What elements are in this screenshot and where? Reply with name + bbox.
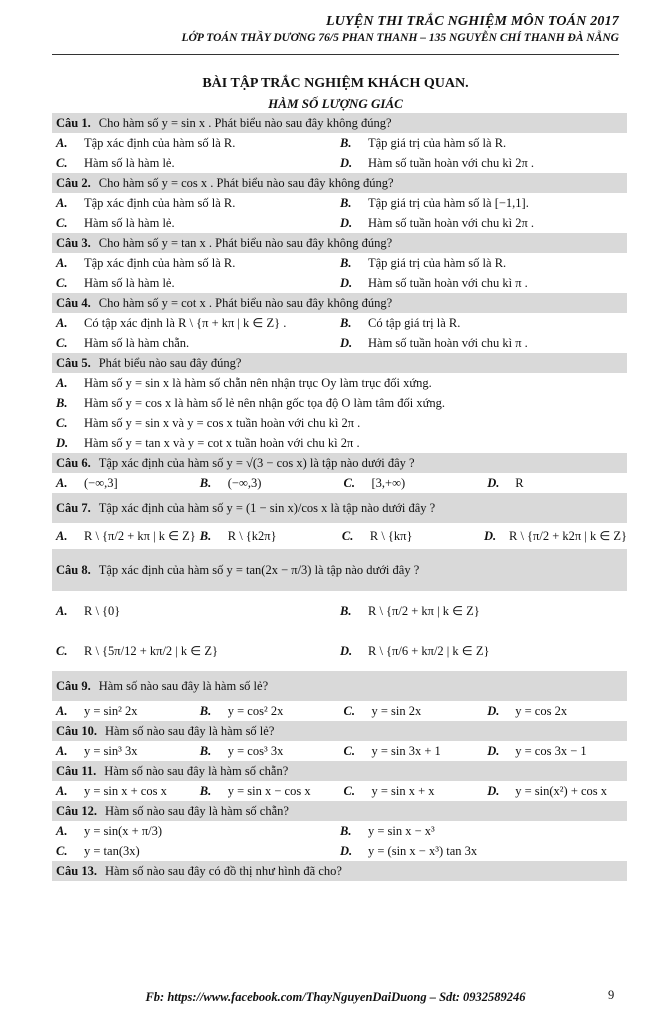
answer-option xyxy=(52,196,336,211)
option-text: R xyxy=(515,475,524,490)
answer-option xyxy=(336,824,620,839)
page-number: 9 xyxy=(608,988,615,1002)
answer-option xyxy=(196,744,340,759)
option-text: y = sin² 2x xyxy=(84,703,138,718)
option-label: C. xyxy=(343,743,355,758)
option-row xyxy=(52,523,627,549)
option-label: B. xyxy=(340,823,352,838)
answer-option xyxy=(52,643,336,659)
option-row xyxy=(52,313,627,333)
option-label: B. xyxy=(199,475,212,490)
question-text: Cho hàm số y = cot x . Phát biểu nào sau đây không đúng? xyxy=(98,295,393,310)
answer-option xyxy=(52,315,336,331)
answer-option xyxy=(52,824,336,839)
question-number: Câu 3. xyxy=(56,235,91,250)
option-text: y = cos 3x − 1 xyxy=(515,743,587,758)
question-text: Hàm số nào sau đây là hàm số chẵn? xyxy=(104,763,289,778)
question-number: Câu 10. xyxy=(56,723,97,738)
option-row xyxy=(52,273,627,293)
question-stem xyxy=(52,761,627,781)
option-text: Hàm số là hàm lẻ. xyxy=(84,275,175,290)
question-text: Hàm số nào sau đây là hàm số lẻ? xyxy=(98,678,269,693)
option-row xyxy=(52,193,627,213)
option-text: (−∞,3) xyxy=(227,475,262,490)
question-text: Tập xác định của hàm số y = tan(2x − π/3) là tập nào dưới đây ? xyxy=(98,562,420,577)
answer-option xyxy=(52,476,196,491)
option-text: R \ {π/2 + k2π | k ∈ Z} xyxy=(509,529,627,543)
question-text: Cho hàm số y = tan x . Phát biểu nào sau đây không đúng? xyxy=(98,235,393,250)
option-label: A. xyxy=(56,743,68,758)
option-label: C. xyxy=(56,155,68,170)
option-row xyxy=(52,333,627,353)
option-label: B. xyxy=(340,315,352,330)
option-text: Hàm số tuần hoàn với chu kì 2π . xyxy=(368,155,535,170)
question-stem xyxy=(52,721,627,741)
option-text: R \ {π/2 + kπ | k ∈ Z} xyxy=(368,604,480,618)
option-text: Tập xác định của hàm số là R. xyxy=(84,135,236,150)
option-row xyxy=(52,701,627,721)
option-text: y = sin x − cos x xyxy=(227,783,311,798)
option-text: y = cos³ 3x xyxy=(227,743,284,758)
option-row xyxy=(52,473,627,493)
option-label: D. xyxy=(340,643,353,658)
option-row xyxy=(52,631,627,671)
option-label: C. xyxy=(56,843,68,858)
answer-option xyxy=(196,704,340,719)
option-label: C. xyxy=(341,528,354,543)
option-label: D. xyxy=(487,743,500,758)
question-list xyxy=(52,113,627,881)
option-text: R \ {π/2 + kπ | k ∈ Z} xyxy=(84,529,196,543)
answer-option xyxy=(52,336,336,351)
option-text: y = sin 2x xyxy=(371,703,422,718)
option-label: B. xyxy=(199,783,212,798)
answer-option xyxy=(52,784,196,799)
option-label: D. xyxy=(340,275,353,290)
answer-option xyxy=(483,744,627,759)
answer-option xyxy=(196,529,338,544)
answer-option xyxy=(52,276,336,291)
option-text: y = sin³ 3x xyxy=(84,743,138,758)
option-row xyxy=(52,841,627,861)
answer-option xyxy=(336,643,620,659)
option-text: y = sin(x²) + cos x xyxy=(515,783,608,798)
answer-option xyxy=(52,156,336,171)
answer-option xyxy=(340,476,484,491)
option-row xyxy=(52,133,627,153)
answer-option xyxy=(336,156,620,171)
question-text: Hàm số nào sau đây là hàm số lẻ? xyxy=(104,723,275,738)
question-number: Câu 5. xyxy=(56,355,91,370)
answer-option xyxy=(52,256,336,271)
answer-option xyxy=(52,376,627,391)
answer-option xyxy=(483,476,627,491)
answer-option xyxy=(340,704,484,719)
option-label: A. xyxy=(56,255,68,270)
option-row xyxy=(52,741,627,761)
question-stem xyxy=(52,293,627,313)
option-text: y = sin x + cos x xyxy=(84,783,167,798)
option-row xyxy=(52,413,627,433)
answer-option xyxy=(52,396,627,411)
answer-option xyxy=(336,256,620,271)
question-stem xyxy=(52,173,627,193)
answer-option xyxy=(338,529,480,544)
question-text: Hàm số nào sau đây có đồ thị như hình đã cho? xyxy=(104,863,342,878)
answer-option xyxy=(336,216,620,231)
question-number: Câu 9. xyxy=(56,678,91,693)
option-label: D. xyxy=(340,215,353,230)
answer-option xyxy=(340,744,484,759)
question-text: Tập xác định của hàm số y = √(3 − cos x) là tập nào dưới đây ? xyxy=(98,455,415,470)
option-row xyxy=(52,153,627,173)
question-stem xyxy=(52,861,627,881)
question-number: Câu 8. xyxy=(56,562,91,577)
question-stem xyxy=(52,549,627,591)
question-text: Cho hàm số y = cos x . Phát biểu nào sau đây không đúng? xyxy=(98,175,394,190)
answer-option xyxy=(483,784,627,799)
option-label: A. xyxy=(56,315,68,330)
option-text: Tập giá trị của hàm số là R. xyxy=(368,255,507,270)
option-label: D. xyxy=(487,475,500,490)
option-text: [3,+∞) xyxy=(371,475,406,490)
option-label: B. xyxy=(199,703,212,718)
question-number: Câu 11. xyxy=(56,763,97,778)
option-text: y = cos 2x xyxy=(515,703,568,718)
option-label: B. xyxy=(340,195,352,210)
option-label: B. xyxy=(340,255,352,270)
option-label: C. xyxy=(56,215,68,230)
option-label: A. xyxy=(56,603,68,618)
option-label: C. xyxy=(56,415,68,430)
answer-option xyxy=(336,196,620,211)
page-header xyxy=(52,14,619,44)
option-label: A. xyxy=(56,783,68,798)
answer-option xyxy=(336,136,620,151)
option-label: B. xyxy=(56,395,68,410)
option-text: R \ {kπ} xyxy=(369,528,413,543)
option-text: y = sin(x + π/3) xyxy=(84,823,163,838)
option-text: Hàm số y = sin x và y = cos x tuần hoàn với chu kì 2π . xyxy=(84,415,361,430)
question-number: Câu 4. xyxy=(56,295,91,310)
question-stem xyxy=(52,453,627,473)
option-label: D. xyxy=(340,335,353,350)
header-line-2: LỚP TOÁN THẦY DƯƠNG 76/5 PHAN THANH – 135 NGUYỄN CHÍ THANH ĐÀ NẴNG xyxy=(181,32,619,44)
question-number: Câu 6. xyxy=(56,455,91,470)
option-text: Hàm số là hàm lẻ. xyxy=(84,155,175,170)
option-label: A. xyxy=(56,475,68,490)
question-stem xyxy=(52,233,627,253)
option-text: y = sin x − x³ xyxy=(368,823,435,838)
answer-option xyxy=(52,136,336,151)
option-text: (−∞,3] xyxy=(84,475,118,490)
question-number: Câu 7. xyxy=(56,500,91,515)
option-row xyxy=(52,393,627,413)
answer-option xyxy=(336,276,620,291)
option-text: R \ {π/6 + kπ/2 | k ∈ Z} xyxy=(368,644,490,658)
option-text: Hàm số là hàm chẵn. xyxy=(84,335,190,350)
answer-option xyxy=(52,844,336,859)
option-label: A. xyxy=(56,375,68,390)
option-text: Tập xác định của hàm số là R. xyxy=(84,255,236,270)
option-label: D. xyxy=(340,155,353,170)
answer-option xyxy=(196,784,340,799)
option-label: C. xyxy=(343,783,355,798)
option-label: C. xyxy=(56,643,68,658)
option-row xyxy=(52,253,627,273)
question-stem xyxy=(52,353,627,373)
option-text: Hàm số là hàm lẻ. xyxy=(84,215,175,230)
question-number: Câu 1. xyxy=(56,115,91,130)
option-label: B. xyxy=(340,135,352,150)
option-row xyxy=(52,821,627,841)
answer-option xyxy=(480,528,627,544)
answer-option xyxy=(52,436,627,451)
option-label: C. xyxy=(56,335,68,350)
option-row xyxy=(52,433,627,453)
answer-option xyxy=(52,744,196,759)
option-row xyxy=(52,781,627,801)
question-text: Phát biểu nào sau đây đúng? xyxy=(98,355,242,370)
option-label: A. xyxy=(56,528,68,543)
option-label: D. xyxy=(56,435,69,450)
answer-option xyxy=(336,844,620,859)
option-label: A. xyxy=(56,195,68,210)
question-text: Cho hàm số y = sin x . Phát biểu nào sau đây không đúng? xyxy=(98,115,392,130)
option-text: Tập giá trị của hàm số là [−1,1]. xyxy=(368,195,529,210)
option-text: Hàm số tuần hoàn với chu kì π . xyxy=(368,275,528,290)
option-label: D. xyxy=(483,528,497,543)
option-label: C. xyxy=(56,275,68,290)
option-text: R \ {5π/12 + kπ/2 | k ∈ Z} xyxy=(84,644,218,658)
answer-option xyxy=(52,216,336,231)
document-subtitle: HÀM SỐ LƯỢNG GIÁC xyxy=(268,96,403,111)
option-label: A. xyxy=(56,703,68,718)
answer-option xyxy=(52,528,196,544)
option-text: y = cos² 2x xyxy=(227,703,284,718)
option-text: Hàm số y = tan x và y = cot x tuần hoàn với chu kì 2π . xyxy=(84,435,360,450)
option-label: C. xyxy=(343,475,355,490)
question-stem xyxy=(52,671,627,701)
option-label: A. xyxy=(56,135,68,150)
option-label: C. xyxy=(343,703,355,718)
document-title: BÀI TẬP TRẮC NGHIỆM KHÁCH QUAN. xyxy=(202,76,469,91)
answer-option xyxy=(196,476,340,491)
answer-option xyxy=(52,416,627,431)
question-number: Câu 12. xyxy=(56,803,97,818)
header-line-1: LUYỆN THI TRẮC NGHIỆM MÔN TOÁN 2017 xyxy=(326,14,619,29)
option-text: y = sin 3x + 1 xyxy=(371,743,441,758)
answer-option xyxy=(336,336,620,351)
option-label: B. xyxy=(199,528,212,543)
option-row xyxy=(52,591,627,631)
answer-option xyxy=(52,604,336,619)
option-text: Tập xác định của hàm số là R. xyxy=(84,195,236,210)
answer-option xyxy=(340,784,484,799)
option-label: B. xyxy=(199,743,212,758)
option-text: y = (sin x − x³) tan 3x xyxy=(368,843,478,858)
option-row xyxy=(52,213,627,233)
answer-option xyxy=(336,603,620,619)
option-text: Tập giá trị của hàm số là R. xyxy=(368,135,507,150)
page-footer: Fb: https://www.facebook.com/ThayNguyenDaiDuong – Sdt: 0932589246 xyxy=(145,990,526,1004)
option-label: D. xyxy=(487,783,500,798)
option-label: D. xyxy=(340,843,353,858)
answer-option xyxy=(483,704,627,719)
question-stem xyxy=(52,801,627,821)
option-label: D. xyxy=(487,703,500,718)
question-stem xyxy=(52,493,627,523)
option-text: R \ {0} xyxy=(84,603,121,618)
option-label: B. xyxy=(340,603,352,618)
option-text: Hàm số tuần hoàn với chu kì 2π . xyxy=(368,215,535,230)
option-text: R \ {k2π} xyxy=(227,528,277,543)
question-number: Câu 13. xyxy=(56,863,97,878)
question-text: Tập xác định của hàm số y = (1 − sin x)/cos x là tập nào dưới đây ? xyxy=(98,500,436,515)
option-text: Hàm số tuần hoàn với chu kì π . xyxy=(368,335,528,350)
question-number: Câu 2. xyxy=(56,175,91,190)
question-text: Hàm số nào sau đây là hàm số chẵn? xyxy=(104,803,289,818)
option-text: Hàm số y = sin x là hàm số chẵn nên nhận trục Oy làm trục đối xứng. xyxy=(84,375,432,390)
option-text: Có tập giá trị là R. xyxy=(368,315,461,330)
option-text: Hàm số y = cos x là hàm số lẻ nên nhận gốc tọa độ O làm tâm đối xứng. xyxy=(84,395,445,410)
option-text: y = tan(3x) xyxy=(84,843,140,858)
option-row xyxy=(52,373,627,393)
option-label: A. xyxy=(56,823,68,838)
option-text: y = sin x + x xyxy=(371,783,435,798)
answer-option xyxy=(52,704,196,719)
answer-option xyxy=(336,316,620,331)
question-stem xyxy=(52,113,627,133)
option-text: Có tập xác định là R \ {π + kπ | k ∈ Z} . xyxy=(84,316,287,330)
header-divider xyxy=(52,54,619,55)
